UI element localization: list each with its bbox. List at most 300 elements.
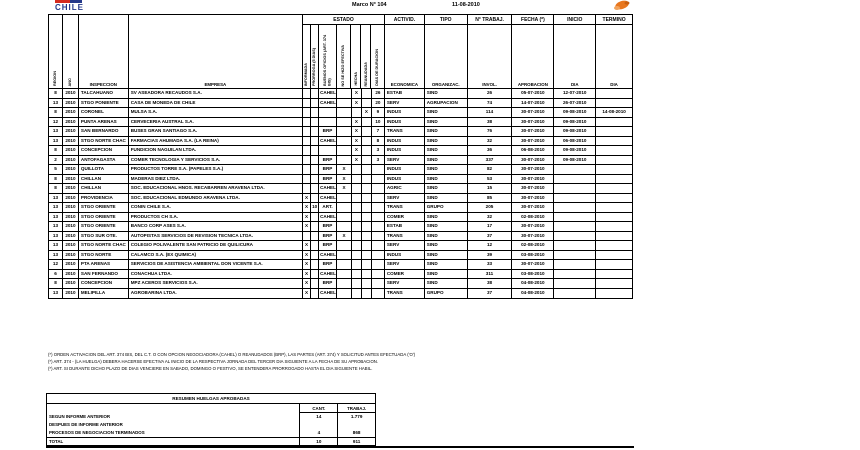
cell-estado-reanudada [362, 203, 372, 212]
cell-estado-no-efectiva [337, 146, 352, 155]
cell-estado-prorroga [311, 270, 319, 279]
summary-title: RESUMEN HUELGAS APROBADAS [47, 394, 375, 404]
cell-economica: INDUS [385, 251, 425, 260]
cell-invol: 37 [468, 232, 513, 241]
cell-estado-reanudada [362, 146, 372, 155]
cell-aprobacion: 14-07-2010 [512, 99, 554, 108]
column-header-inspeccion: INSPECCION [79, 15, 129, 88]
logo-text: CHILE [55, 3, 84, 12]
cell-estado-reanudada [362, 165, 372, 174]
subheader-informada: INFORMADA [303, 25, 311, 88]
cell-estado-no-efectiva [337, 241, 352, 250]
summary-row-label: PROCESOS DE NEGOCIACION TERMINADOS [49, 430, 145, 435]
cell-invol: 12 [468, 241, 513, 250]
cell-inicio [554, 270, 596, 279]
cell-estado-dias: 20 [372, 99, 385, 108]
cell-empresa: CONIN CHILE S.A. [129, 203, 303, 212]
cell-economica: INDUS [385, 146, 425, 155]
cell-empresa: CONACHUA LTDA. [129, 270, 303, 279]
cell-ano: 2010 [63, 241, 79, 250]
doc-number: Marco N° 104 [352, 2, 387, 8]
subheader-prorroga: PRORROGA (5 DIAS) [311, 25, 319, 88]
cell-organizac: SIND [425, 165, 468, 174]
cell-ano: 2010 [63, 89, 79, 98]
cell-inicio: 09-08-2010 [554, 146, 596, 155]
cell-region: 12 [49, 118, 63, 127]
cell-estado-prorroga [311, 260, 319, 269]
cell-estado-no-efectiva [337, 203, 352, 212]
cell-estado-no-efectiva [337, 222, 352, 231]
trabaj-header: TRABAJ. [338, 404, 375, 413]
cell-estado-dias [372, 222, 385, 231]
cell-economica: TRANS [385, 203, 425, 212]
cell-estado-hecha: X [352, 137, 362, 146]
cell-region: 13 [49, 213, 63, 222]
cell-estado-reanudada [362, 289, 372, 299]
cell-aprobacion: 30-07-2010 [512, 184, 554, 193]
cell-inspeccion: PROVIDENCIA [79, 194, 129, 203]
cell-estado-buenos-oficios: CAHEL [319, 137, 337, 146]
table-row [49, 279, 632, 289]
cell-estado-buenos-oficios: BRP [319, 232, 337, 241]
cell-inspeccion: ANTOFAGASTA [79, 156, 129, 165]
cell-economica: COMER [385, 213, 425, 222]
cell-estado-informada: X [303, 270, 311, 279]
cell-organizac: SIND [425, 213, 468, 222]
cell-aprobacion: 30-07-2010 [512, 118, 554, 127]
cell-economica: INDUS [385, 108, 425, 117]
table-row [49, 99, 632, 109]
cell-estado-hecha [352, 165, 362, 174]
cell-organizac: AGRUPACION [425, 99, 468, 108]
cell-estado-prorroga [311, 213, 319, 222]
table-row [49, 89, 632, 99]
cell-estado-informada [303, 137, 311, 146]
cell-estado-buenos-oficios: CAHEL [319, 213, 337, 222]
cell-inspeccion: SAN FERNANDO [79, 270, 129, 279]
cell-estado-reanudada [362, 232, 372, 241]
cell-termino [596, 222, 632, 231]
cell-economica: COMER [385, 270, 425, 279]
cell-estado-prorroga [311, 127, 319, 136]
cell-inicio [554, 165, 596, 174]
cell-termino [596, 118, 632, 127]
cell-region: 8 [49, 279, 63, 288]
cell-organizac: SIND [425, 137, 468, 146]
footnotes [48, 351, 628, 372]
summary-row-label: SEGUN INFORME ANTERIOR [49, 414, 111, 419]
cell-ano: 2010 [63, 251, 79, 260]
subheader-buenos-oficios: BUENOS OFICIOS (ART. 374 BIS) [319, 25, 337, 88]
cell-ano: 2010 [63, 118, 79, 127]
cell-aprobacion: 06-08-2010 [512, 146, 554, 155]
cell-termino [596, 156, 632, 165]
cell-region: 13 [49, 127, 63, 136]
cell-economica: SERV [385, 156, 425, 165]
cell-inicio [554, 260, 596, 269]
cell-invol: 337 [468, 156, 513, 165]
cell-estado-no-efectiva [337, 118, 352, 127]
cell-inspeccion: MELIPILLA [79, 289, 129, 299]
cell-estado-dias [372, 165, 385, 174]
cell-region: 5 [49, 165, 63, 174]
cell-inicio [554, 279, 596, 288]
summary-row-label: DESPUES DE INFORME ANTERIOR [49, 422, 123, 427]
cell-estado-no-efectiva [337, 89, 352, 98]
cell-aprobacion: 02-08-2010 [512, 213, 554, 222]
cell-estado-dias: 3 [372, 146, 385, 155]
cell-region: 13 [49, 222, 63, 231]
cell-economica: SERV [385, 260, 425, 269]
table-row [49, 165, 632, 175]
subheader-no-se-hizo-efectiva: NO SE HIZO EFECTIVA [337, 25, 352, 88]
cell-economica: SERV [385, 279, 425, 288]
ano-header-label: AÑO [68, 77, 73, 86]
cell-estado-dias [372, 184, 385, 193]
cell-estado-hecha [352, 232, 362, 241]
cell-inspeccion: CORONEL [79, 108, 129, 117]
cell-estado-prorroga [311, 232, 319, 241]
cell-ano: 2010 [63, 165, 79, 174]
cell-estado-hecha: X [352, 146, 362, 155]
cell-region: 8 [49, 175, 63, 184]
cell-organizac: GRUPO [425, 203, 468, 212]
cell-estado-no-efectiva [337, 213, 352, 222]
cell-estado-buenos-oficios: CAHEL [319, 251, 337, 260]
cell-estado-informada [303, 175, 311, 184]
cell-inicio [554, 184, 596, 193]
cell-economica: SERV [385, 194, 425, 203]
cell-organizac: SIND [425, 156, 468, 165]
cell-estado-dias [372, 270, 385, 279]
cell-termino [596, 175, 632, 184]
summary-trabaj-column [337, 404, 375, 445]
cell-inspeccion: STGO ORIENTE [79, 222, 129, 231]
cell-organizac: SIND [425, 194, 468, 203]
cell-region: 13 [49, 203, 63, 212]
cell-organizac: SIND [425, 118, 468, 127]
cell-invol: 53 [468, 175, 513, 184]
cell-aprobacion: 30-07-2010 [512, 203, 554, 212]
cell-ano: 2010 [63, 175, 79, 184]
cell-termino [596, 89, 632, 98]
cell-region: 13 [49, 241, 63, 250]
table-row [49, 194, 632, 204]
cell-estado-dias [372, 260, 385, 269]
cell-estado-buenos-oficios: CAHEL [319, 99, 337, 108]
column-header-tipo: TIPO ORGANIZAC. [425, 15, 468, 88]
cell-estado-reanudada [362, 156, 372, 165]
cell-estado-reanudada [362, 251, 372, 260]
cell-estado-hecha [352, 213, 362, 222]
cell-aprobacion: 30-07-2010 [512, 194, 554, 203]
cell-estado-prorroga [311, 108, 319, 117]
cell-ano: 2010 [63, 156, 79, 165]
cell-estado-informada: X [303, 213, 311, 222]
cell-empresa: PRODUCTOS CH S.A. [129, 213, 303, 222]
cell-ano: 2010 [63, 279, 79, 288]
cell-estado-prorroga [311, 146, 319, 155]
cell-economica: INDUS [385, 165, 425, 174]
column-header-fecha: FECHA (*) APROBACION [512, 15, 554, 88]
cell-estado-buenos-oficios: BRP [319, 279, 337, 288]
gobierno-chile-logo [55, 0, 84, 12]
cell-estado-no-efectiva: X [337, 175, 352, 184]
region-header-label: REGION [53, 71, 58, 86]
cell-estado-buenos-oficios [319, 146, 337, 155]
orange-stamp-icon [611, 0, 633, 13]
cell-estado-dias [372, 213, 385, 222]
trabaj-value: 868 [352, 430, 361, 435]
cell-estado-informada: X [303, 203, 311, 212]
cell-empresa: BANCO CORP ASES S.A. [129, 222, 303, 231]
cell-estado-reanudada [362, 260, 372, 269]
cell-invol: 38 [468, 118, 513, 127]
cell-estado-prorroga [311, 89, 319, 98]
cell-region: 2 [49, 156, 63, 165]
cell-invol: 17 [468, 222, 513, 231]
cell-empresa: AUTOPISTAS SERVICIOS DE REVISION TECNICA LTDA. [129, 232, 303, 241]
cell-organizac: SIND [425, 108, 468, 117]
cell-estado-informada: X [303, 194, 311, 203]
cell-estado-informada [303, 118, 311, 127]
cell-inspeccion: CHILLAN [79, 175, 129, 184]
cell-estado-dias [372, 194, 385, 203]
cell-empresa: SERVICIOS DE ASISTENCIA AMBIENTAL DON VICENTE S.A. [129, 260, 303, 269]
cell-ano: 2010 [63, 222, 79, 231]
cell-aprobacion: 04-08-2010 [512, 279, 554, 288]
cell-estado-dias [372, 232, 385, 241]
table-row [49, 184, 632, 194]
cell-region: 13 [49, 232, 63, 241]
cell-termino: 14-08-2010 [602, 109, 626, 114]
table-row [49, 241, 632, 251]
cell-termino [596, 99, 632, 108]
cell-estado-dias: 8 [372, 137, 385, 146]
cell-economica: AGRIC [385, 184, 425, 193]
cell-aprobacion: 04-08-2010 [512, 289, 554, 299]
cell-empresa: AGROBARINA LTDA. [129, 289, 303, 299]
cell-estado-informada: X [303, 260, 311, 269]
cell-organizac: SIND [425, 241, 468, 250]
subheader-hecha: HECHA [351, 25, 361, 88]
cell-estado-informada: X [303, 289, 311, 299]
cell-estado-reanudada [362, 222, 372, 231]
cell-estado-informada [303, 156, 311, 165]
cell-estado-no-efectiva: X [337, 232, 352, 241]
cell-invol: 74 [468, 99, 513, 108]
cell-estado-hecha [352, 108, 362, 117]
cell-empresa: MADERAS DIEZ LTDA. [129, 175, 303, 184]
cell-inicio [554, 222, 596, 231]
cell-estado-dias: 26 [372, 89, 385, 98]
cell-termino [596, 184, 632, 193]
cell-estado-no-efectiva [337, 108, 352, 117]
cell-empresa: BUSES GRAN SANTIAGO S.A. [129, 127, 303, 136]
cell-estado-dias [372, 203, 385, 212]
cell-inspeccion: STGO SUR OTE. [79, 232, 129, 241]
cell-estado-informada: X [303, 251, 311, 260]
cell-estado-hecha [352, 289, 362, 299]
cell-estado-informada [303, 232, 311, 241]
cell-invol: 36 [468, 146, 513, 155]
cell-ano: 2010 [63, 203, 79, 212]
cell-invol: 39 [468, 251, 513, 260]
cell-empresa: CASA DE MONEDA DE CHILE [129, 99, 303, 108]
table-row [49, 156, 632, 166]
cell-region: 13 [49, 251, 63, 260]
table-row [49, 289, 632, 299]
cell-estado-hecha [352, 222, 362, 231]
cell-estado-hecha [352, 241, 362, 250]
cell-empresa: FUNDICION NAGUILAN LTDA. [129, 146, 303, 155]
cell-termino [596, 127, 632, 136]
cant-total: 10 [300, 437, 337, 445]
cell-economica: ESTAB [385, 89, 425, 98]
cell-invol: 26 [468, 89, 513, 98]
cell-estado-buenos-oficios: BRP [319, 127, 337, 136]
cell-ano: 2010 [63, 270, 79, 279]
cell-estado-dias: 9 [372, 108, 385, 117]
cell-ano: 2010 [63, 213, 79, 222]
cell-estado-reanudada [362, 279, 372, 288]
cell-invol: 38 [468, 279, 513, 288]
cell-organizac: SIND [425, 127, 468, 136]
cell-inspeccion: CHILLAN [79, 184, 129, 193]
cell-inicio: 09-08-2010 [554, 156, 596, 165]
cell-invol: 85 [468, 194, 513, 203]
cell-estado-prorroga [311, 118, 319, 127]
cell-economica: INDUS [385, 137, 425, 146]
cell-estado-reanudada [362, 118, 372, 127]
cell-estado-dias [372, 251, 385, 260]
cell-estado-buenos-oficios [319, 118, 337, 127]
column-header-inicio: INICIO DIA [554, 15, 596, 88]
table-row [49, 175, 632, 185]
cell-estado-hecha [352, 175, 362, 184]
cell-invol: 311 [468, 270, 513, 279]
cell-estado-dias [372, 289, 385, 299]
table-row [49, 127, 632, 137]
cell-estado-reanudada [362, 127, 372, 136]
cell-invol: 114 [468, 108, 513, 117]
cell-ano: 2010 [63, 232, 79, 241]
table-row [49, 222, 632, 232]
cell-inicio: 06-08-2010 [554, 137, 596, 146]
cell-economica: SERV [385, 99, 425, 108]
cell-estado-buenos-oficios [319, 108, 337, 117]
cell-estado-hecha: X [352, 118, 362, 127]
summary-total-label: TOTAL [47, 437, 299, 445]
cell-estado-prorroga [311, 175, 319, 184]
cell-ano: 2010 [63, 146, 79, 155]
cell-estado-hecha: X [352, 156, 362, 165]
cell-estado-prorroga [311, 279, 319, 288]
cell-estado-dias: 10 [372, 118, 385, 127]
cell-inspeccion: QUILLOTA [79, 165, 129, 174]
cell-estado-informada [303, 146, 311, 155]
cell-estado-informada [303, 184, 311, 193]
cell-estado-prorroga [311, 137, 319, 146]
cell-estado-buenos-oficios: CAHEL [319, 289, 337, 299]
cell-estado-informada [303, 127, 311, 136]
cell-termino [596, 165, 632, 174]
cell-inicio: 26-07-2010 [554, 99, 596, 108]
cell-estado-dias: 7 [372, 127, 385, 136]
cell-estado-reanudada [362, 137, 372, 146]
table-row [49, 270, 632, 280]
cell-ano: 2010 [63, 137, 79, 146]
cell-ano: 2010 [63, 289, 79, 299]
cell-estado-prorroga [311, 99, 319, 108]
table-row [49, 213, 632, 223]
cell-estado-hecha [352, 270, 362, 279]
cell-organizac: SIND [425, 251, 468, 260]
cell-economica: INDUS [385, 175, 425, 184]
table-header [49, 15, 632, 89]
cell-estado-no-efectiva [337, 137, 352, 146]
cell-estado-informada [303, 165, 311, 174]
cell-ano: 2010 [63, 184, 79, 193]
cell-empresa: CERVECERIA AUSTRAL S.A. [129, 118, 303, 127]
cell-estado-hecha [352, 194, 362, 203]
cell-inicio: 12-07-2010 [554, 89, 596, 98]
subheader-dias-duracion: DIAS DE DURACION [375, 49, 380, 86]
cell-aprobacion: 30-07-2010 [512, 156, 554, 165]
table-row [49, 260, 632, 270]
cell-estado-hecha [352, 279, 362, 288]
cell-estado-buenos-oficios: CAHEL [319, 194, 337, 203]
cell-invol: 76 [468, 127, 513, 136]
cell-empresa: MPZ ACEROS SERVICIOS S.A. [129, 279, 303, 288]
cell-aprobacion: 30-07-2010 [512, 108, 554, 117]
cell-estado-reanudada [362, 213, 372, 222]
cell-economica: TRANS [385, 127, 425, 136]
cell-estado-reanudada [362, 194, 372, 203]
cell-invol: 32 [468, 213, 513, 222]
cell-organizac: SIND [425, 146, 468, 155]
cell-empresa: SOC. EDUCACIONAL EDMUNDO ARAVENA LTDA. [129, 194, 303, 203]
cell-termino [596, 137, 632, 146]
cell-inspeccion: STGO ORIENTE [79, 203, 129, 212]
cell-aprobacion: 05-07-2010 [512, 89, 554, 98]
cell-estado-prorroga: 10 [311, 203, 319, 212]
cell-region: 8 [49, 184, 63, 193]
cell-ano: 2010 [63, 99, 79, 108]
cell-termino [596, 241, 632, 250]
cell-termino [596, 270, 632, 279]
trabaj-value [338, 421, 375, 429]
cell-estado-dias: 3 [372, 156, 385, 165]
cell-termino [596, 203, 632, 212]
cell-inspeccion: STGO NORTE CHAC [79, 137, 129, 146]
cell-estado-hecha: X [352, 99, 362, 108]
cell-inspeccion: SAN BERNARDO [79, 127, 129, 136]
cell-organizac: GRUPO [425, 289, 468, 299]
cell-estado-reanudada [362, 184, 372, 193]
cell-ano: 2010 [63, 260, 79, 269]
cell-estado-prorroga [311, 165, 319, 174]
subheader-reanudada: REANUDADA [361, 25, 371, 88]
cell-estado-hecha [352, 184, 362, 193]
cell-region: 13 [49, 194, 63, 203]
cell-inspeccion: STGO NORTE [79, 251, 129, 260]
table-row [49, 203, 632, 213]
column-group-estado [303, 15, 385, 88]
cell-estado-reanudada [362, 89, 372, 98]
footnote-3: (*) ART. SI DURANTE DICHO PLAZO DE DIAS VENCIERE EN SABADO, DOMINGO O FESTIVO, SE ENTENDERA PRORROGADO HASTA EL DIA SIGUIENTE HABIL. [48, 366, 373, 371]
table-row [49, 146, 632, 156]
